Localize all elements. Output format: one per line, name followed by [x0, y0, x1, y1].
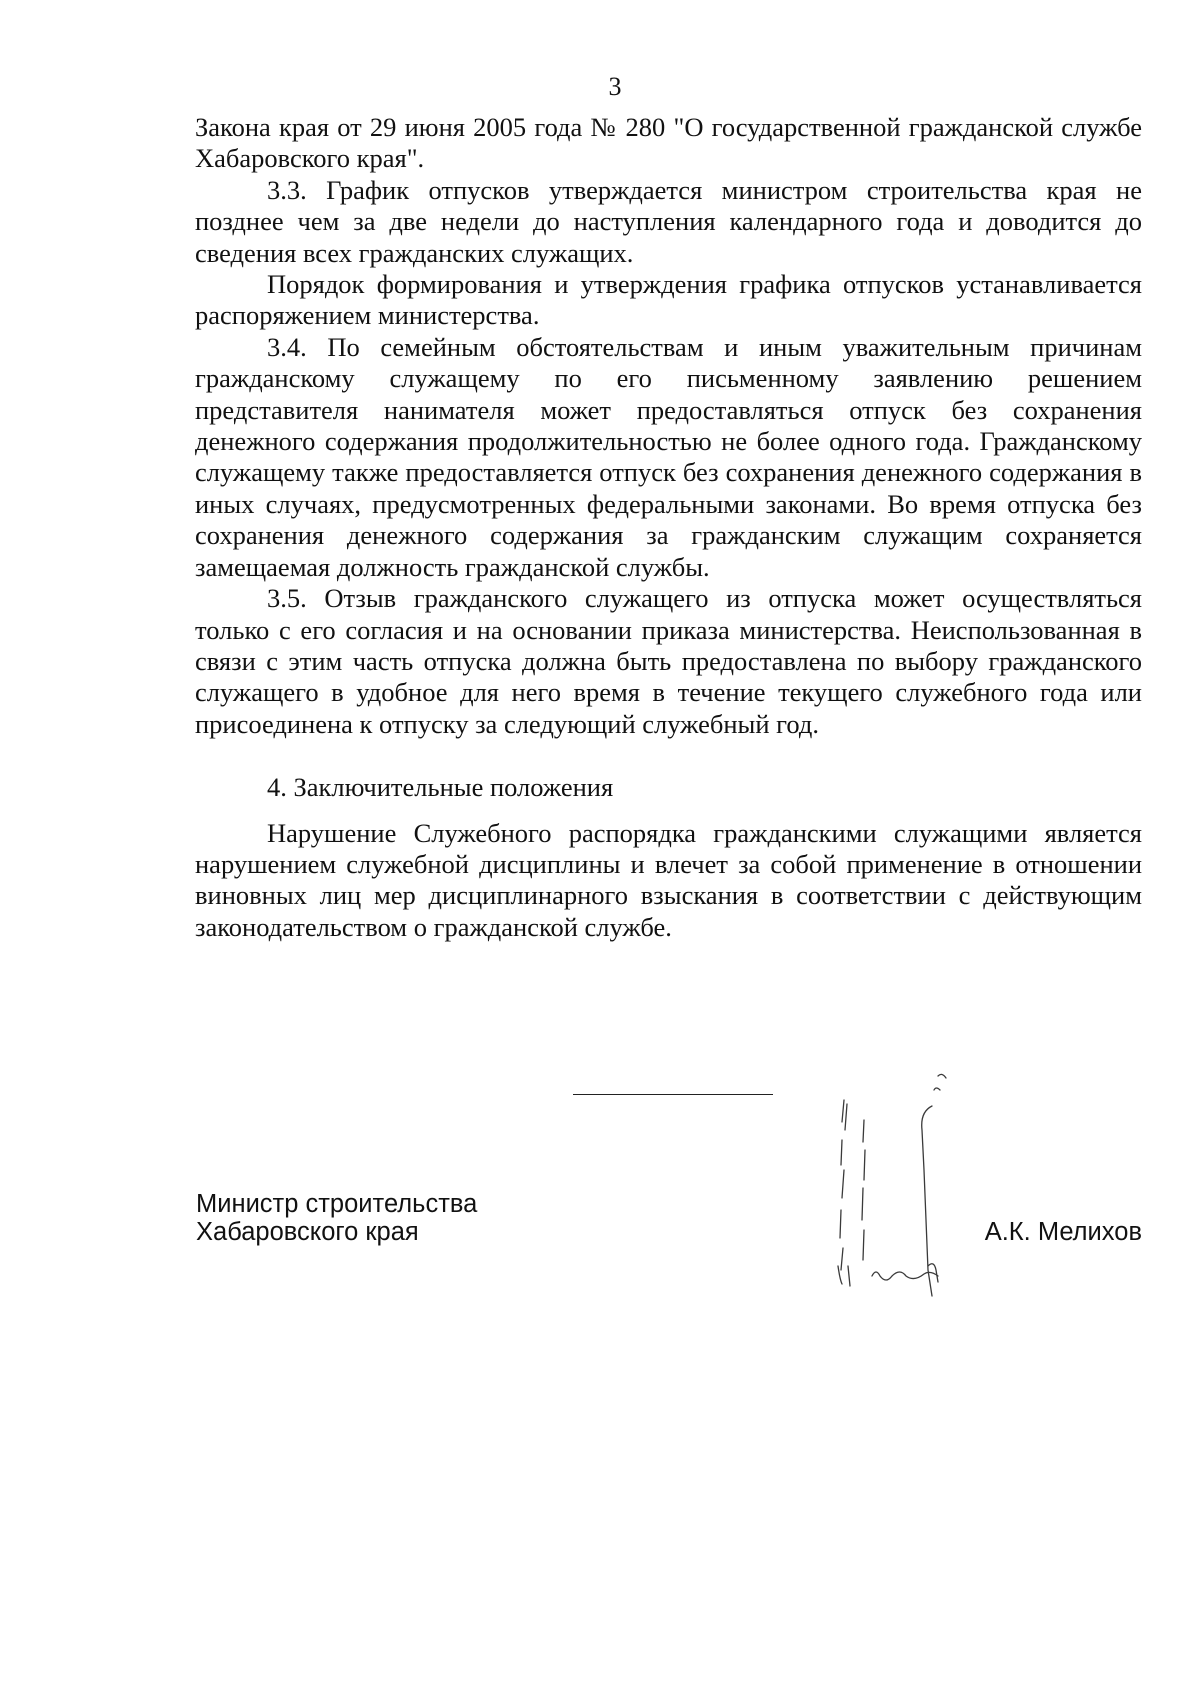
handwritten-signature [820, 1070, 970, 1300]
signer-title-line-2: Хабаровского края [196, 1218, 419, 1246]
signer-name: А.К. Мелихов [984, 1218, 1142, 1246]
paragraph-3-5: 3.5. Отзыв гражданского служащего из отпуска может осуществляться только с его согласия и на основании приказа министерства. Неиспользованная в связи с этим часть отпуска должна быть предоставлена по выбору гражданского служащего в удобное для него время в течение текущего служебного года или присоединена к отпуску за следующий служебный год. [195, 583, 1142, 739]
end-of-text-rule [573, 1094, 773, 1095]
page-number: 3 [608, 72, 622, 101]
signer-title-line-1: Министр строительства [196, 1190, 478, 1218]
section-4-heading: 4. Заключительные положения [267, 772, 614, 803]
signature-strokes [838, 1074, 946, 1296]
paragraph-section-4: Нарушение Служебного распорядка гражданскими служащими является нарушением служебной дисциплины и влечет за собой применение в отношении виновных лиц мер дисциплинарного взыскания в соответствии с действующим законодательством о гражданской службе. [195, 817, 1142, 942]
signer-title [196, 1190, 477, 1246]
paragraph-3-3: 3.3. График отпусков утверждается министром строительства края не позднее чем за две недели до наступления календарного года и доводится до сведения всех гражданских служащих. [195, 174, 1142, 268]
paragraph-3-4: 3.4. По семейным обстоятельствам и иным уважительным причинам гражданскому служащему по его письменному заявлению решением представителя нанимателя может предоставляться отпуск без сохранения денежного содержания продолжительностью не более одного года. Гражданскому служащему также предоставляется отпуск без сохранения денежного содержания в иных случаях, предусмотренных федеральными законами. Во время отпуска без сохранения денежного содержания за гражданским служащим сохраняется замещаемая должность гражданской службы. [195, 331, 1142, 582]
document-body [195, 112, 1142, 943]
paragraph-continuation: Закона края от 29 июня 2005 года № 280 "О государственной гражданской службе Хабаровского края". [195, 112, 1142, 174]
paragraph-schedule-procedure: Порядок формирования и утверждения графика отпусков устанавливается распоряжением министерства. [195, 269, 1142, 331]
